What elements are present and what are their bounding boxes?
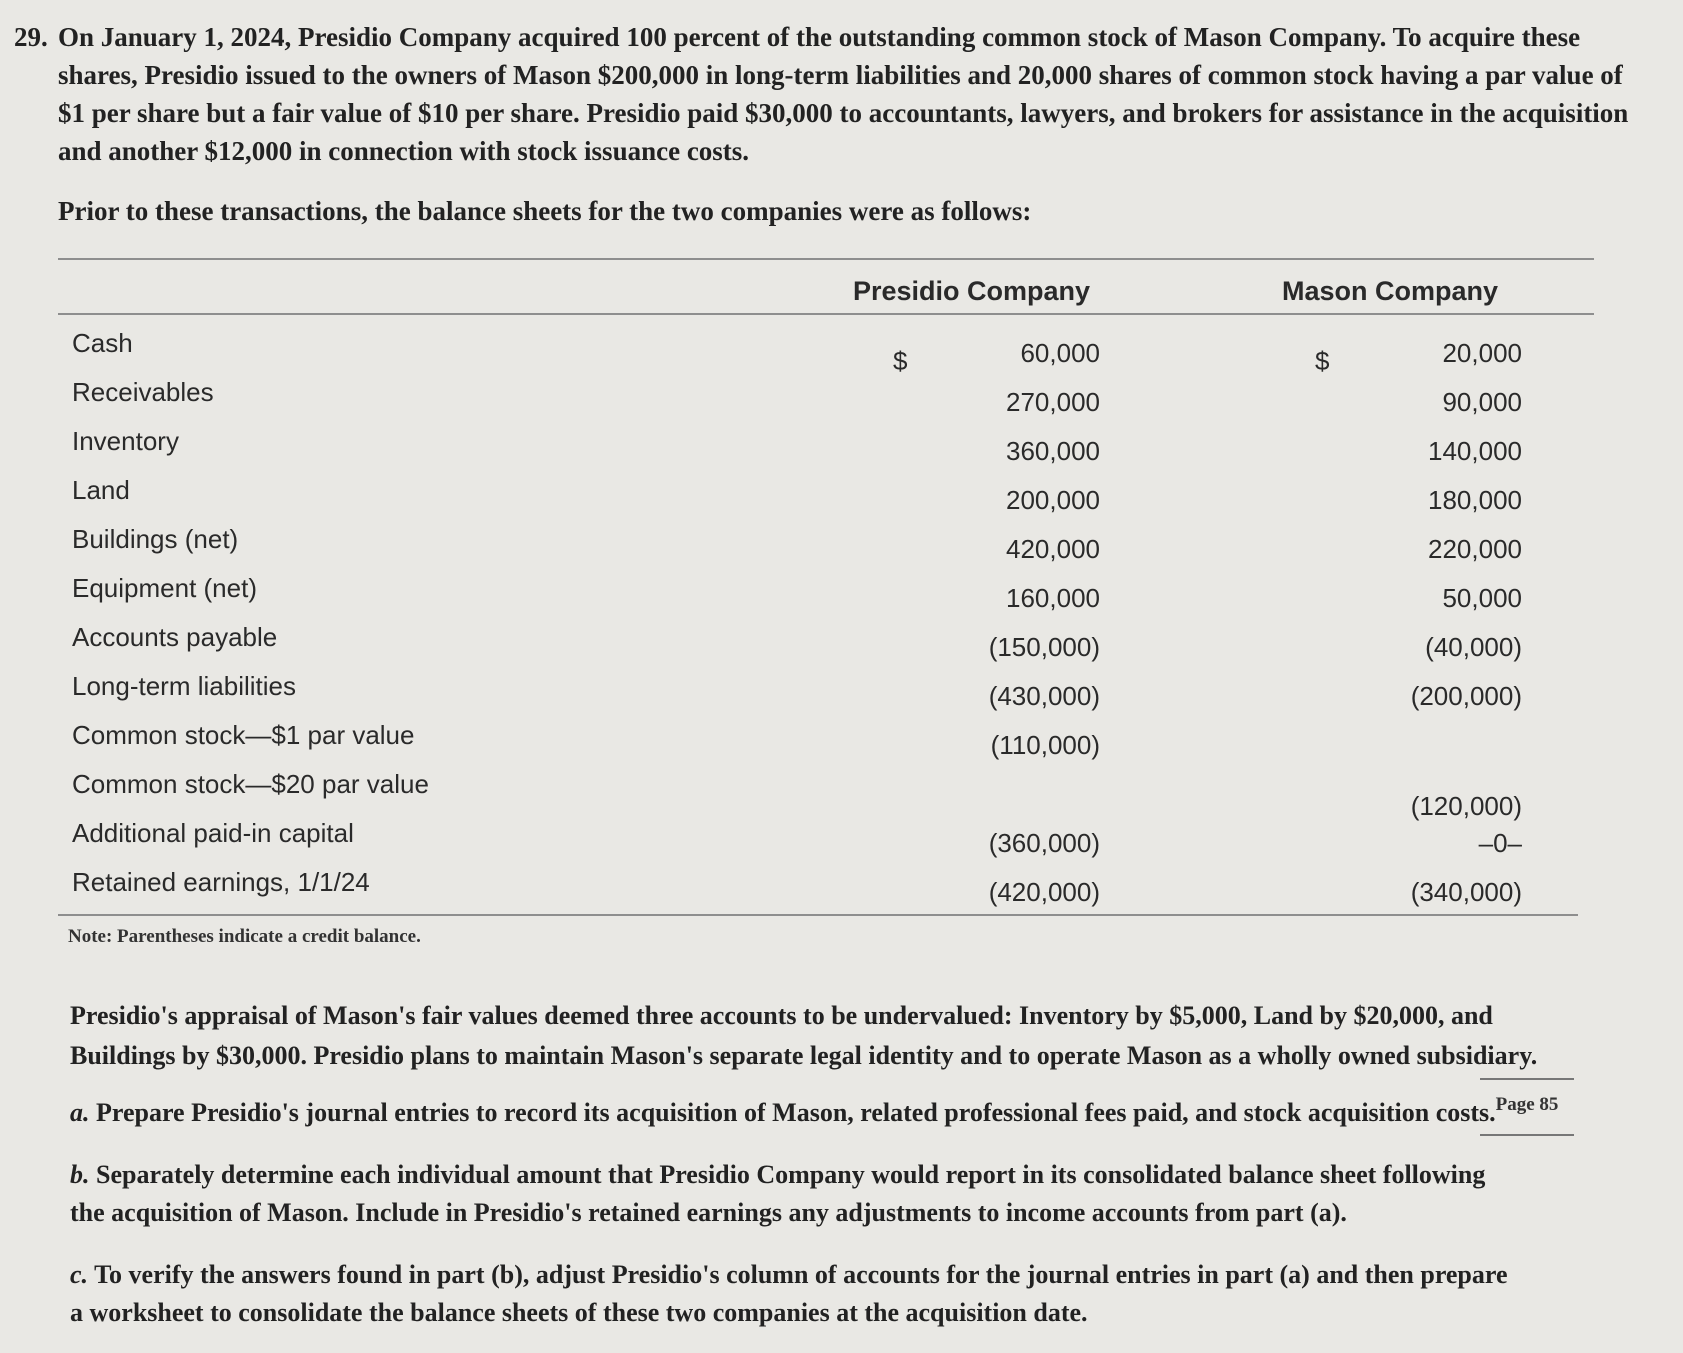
presidio-value: (150,000) xyxy=(988,632,1100,662)
mason-value: 180,000 xyxy=(1428,485,1522,515)
row-label: Retained earnings, 1/1/24 xyxy=(72,867,370,897)
row-label: Receivables xyxy=(72,377,214,407)
part-text: Prepare Presidio's journal entries to record its acquisition of Mason, related professional fees paid, and stock acquisition costs. xyxy=(96,1098,1496,1127)
mason-value: (120,000) xyxy=(1410,791,1522,821)
table-row xyxy=(72,524,1592,573)
mason-value: 220,000 xyxy=(1428,534,1522,564)
table-row xyxy=(72,720,1592,769)
currency-symbol-mason: $ xyxy=(1315,346,1330,376)
row-label: Additional paid-in capital xyxy=(72,818,354,848)
column-header-presidio: Presidio Company xyxy=(853,276,1091,306)
table-note: Note: Parentheses indicate a credit balance. xyxy=(68,926,421,947)
header-bottom-rule xyxy=(58,313,1594,315)
part-a xyxy=(70,1094,1500,1132)
mason-value: 20,000 xyxy=(1442,338,1522,368)
presidio-value: (360,000) xyxy=(988,828,1100,858)
presidio-value: (430,000) xyxy=(988,681,1100,711)
presidio-value: 360,000 xyxy=(1006,436,1100,466)
row-label: Common stock—$20 par value xyxy=(72,769,429,799)
table-row xyxy=(72,867,1592,916)
mason-value: (200,000) xyxy=(1410,681,1522,711)
row-label: Cash xyxy=(72,328,133,358)
row-label: Common stock—$1 par value xyxy=(72,720,415,750)
table-row xyxy=(72,426,1592,475)
presidio-value: (420,000) xyxy=(988,877,1100,907)
presidio-value: 60,000 xyxy=(1020,338,1100,368)
part-c xyxy=(70,1256,1520,1332)
row-label: Accounts payable xyxy=(72,622,278,652)
table-row xyxy=(72,475,1592,524)
mason-value: (40,000) xyxy=(1425,632,1522,662)
row-label: Land xyxy=(72,475,130,505)
part-b xyxy=(70,1156,1510,1232)
mason-value: –0– xyxy=(1478,828,1522,858)
problem-number: 29. xyxy=(14,22,48,52)
table-row xyxy=(72,328,1592,377)
table-row xyxy=(72,622,1592,671)
appraisal-text: Presidio's appraisal of Mason's fair values deemed three accounts to be undervalued: Inventory by $5,000, Land by $20,000, and Buildings by $30,000. Presidio plans to maintain Mason's separate legal identity and to operate Mason as a wholly owned subsidiary. xyxy=(70,1001,1538,1070)
row-label: Equipment (net) xyxy=(72,573,257,603)
part-label: c. xyxy=(70,1260,89,1289)
table-bottom-rule xyxy=(58,914,1578,916)
table-row xyxy=(72,573,1592,622)
table-row xyxy=(72,377,1592,426)
problem-text: On January 1, 2024, Presidio Company acquired 100 percent of the outstanding common stock of Mason Company. To acquire these shares, Presidio issued to the owners of Mason $200,000 in long-term liabilities and 20,000 shares of common stock having a par value of $1 per share but a fair value of $10 per share. Presidio paid $30,000 to accountants, lawyers, and brokers for assistance in the acquisition and another $12,000 in connection with stock issuance costs. xyxy=(58,22,1629,166)
presidio-value: 420,000 xyxy=(1006,534,1100,564)
presidio-value: 200,000 xyxy=(1006,485,1100,515)
column-header-mason: Mason Company xyxy=(1282,276,1499,306)
mason-value: (340,000) xyxy=(1410,877,1522,907)
mason-value: 90,000 xyxy=(1442,387,1522,417)
row-label: Inventory xyxy=(72,426,179,456)
problem-statement xyxy=(14,18,1634,170)
mason-value: 140,000 xyxy=(1428,436,1522,466)
currency-symbol-presidio: $ xyxy=(893,346,908,376)
prior-text: Prior to these transactions, the balance sheets for the two companies were as follows: xyxy=(58,196,1032,226)
table-row xyxy=(72,671,1592,720)
presidio-value: 270,000 xyxy=(1006,387,1100,417)
presidio-value: (110,000) xyxy=(990,730,1100,760)
page-reference: Page 85 xyxy=(1480,1078,1574,1136)
mason-value: 50,000 xyxy=(1442,583,1522,613)
table-row xyxy=(72,818,1592,867)
part-label: a. xyxy=(70,1098,90,1127)
row-label: Long-term liabilities xyxy=(72,671,296,701)
part-label: b. xyxy=(70,1160,90,1189)
table-top-rule xyxy=(58,258,1594,260)
presidio-value: 160,000 xyxy=(1006,583,1100,613)
table-row xyxy=(72,769,1592,821)
part-text: Separately determine each individual amount that Presidio Company would report in its consolidated balance sheet following the acquisition of Mason. Include in Presidio's retained earnings any adjustments to income accounts from part (a). xyxy=(70,1160,1486,1227)
row-label: Buildings (net) xyxy=(72,524,239,554)
part-text: To verify the answers found in part (b), adjust Presidio's column of accounts for the journal entries in part (a) and then prepare a worksheet to consolidate the balance sheets of these two companies at the acquisition date. xyxy=(70,1260,1508,1327)
